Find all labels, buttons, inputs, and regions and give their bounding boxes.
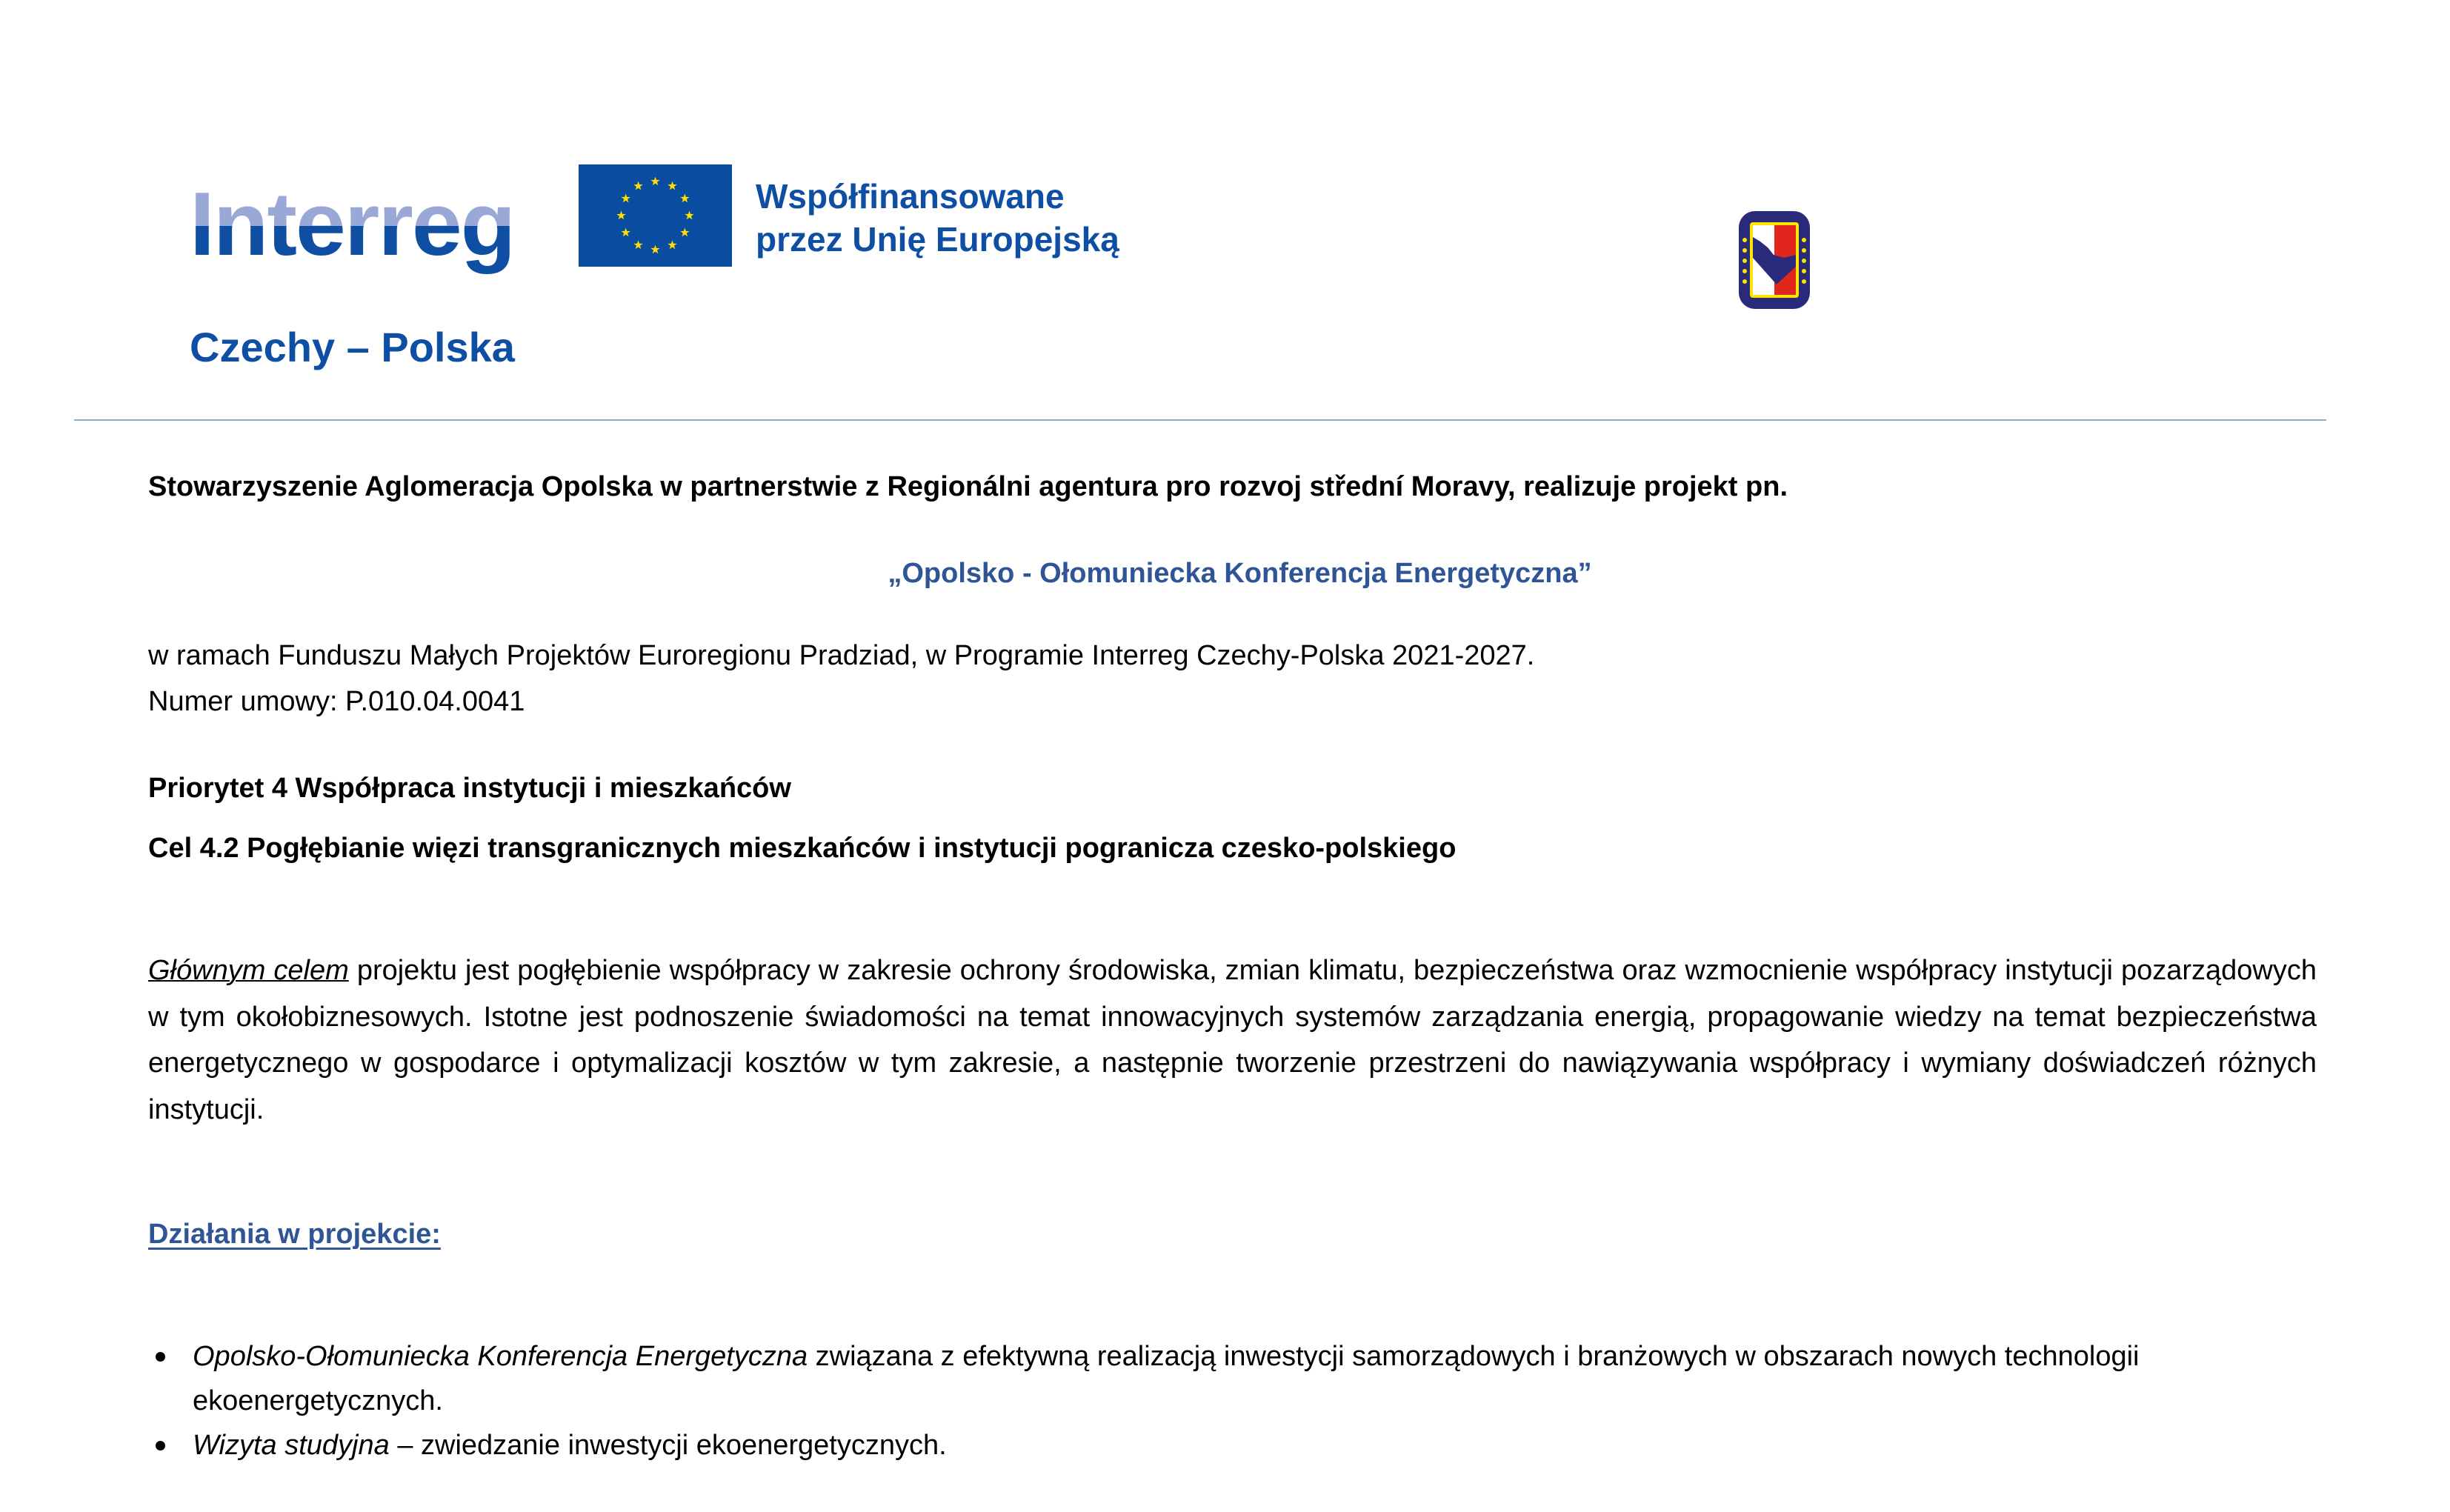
list-item xyxy=(148,1334,2317,1423)
fund-line: w ramach Funduszu Małych Projektów Euroregionu Pradziad, w Programie Interreg Czechy-Polska 2021-2027. xyxy=(148,640,1535,671)
eu-star-icon xyxy=(680,194,689,203)
cofinanced-label xyxy=(756,175,1119,261)
eu-star-icon xyxy=(621,228,630,237)
program-region: Czechy – Polska xyxy=(190,324,515,370)
priority-heading: Priorytet 4 Współpraca instytucji i mieszkańców xyxy=(148,773,791,804)
eu-star-icon xyxy=(650,177,659,186)
actions-list xyxy=(148,1334,2317,1468)
eu-star-icon xyxy=(685,211,693,220)
action-text: – zwiedzanie inwestycji ekoenergetycznych. xyxy=(389,1430,947,1461)
actions-heading[interactable]: Działania w projekcie: xyxy=(148,1219,441,1250)
euroregion-emblem-icon xyxy=(1738,210,1811,310)
eu-star-icon xyxy=(633,240,642,249)
eu-flag-icon xyxy=(579,164,732,267)
main-goal-label: Głównym celem xyxy=(148,955,349,986)
cofinanced-line-1: Współfinansowane xyxy=(756,177,1065,216)
interreg-logo: Interreg xyxy=(190,173,515,274)
action-text: związana z efektywną realizacją inwestycji samorządowych i branżowych w obszarach nowych technologii ekoenergetycznych. xyxy=(193,1341,2140,1416)
action-title: Wizyta studyjna xyxy=(193,1430,390,1461)
eu-star-icon xyxy=(616,211,625,220)
eu-star-icon xyxy=(668,181,676,190)
eu-star-icon xyxy=(650,245,659,254)
main-goal-paragraph xyxy=(148,948,2317,1133)
cofinanced-line-2: przez Unię Europejską xyxy=(756,220,1119,259)
main-goal-text: projektu jest pogłębienie współpracy w zakresie ochrony środowiska, zmian klimatu, bezpieczeństwa oraz wzmocnienie współpracy instytucji pozarządowych w tym okołobiznesowych. Istotne jest podnoszenie świadomości na temat innowacyjnych systemów zarządzania energią, propagowanie wiedzy na temat bezpieczeństwa energetycznego w gospodarce i optymalizacji kosztów w tym zakresie, a następnie tworzenie przestrzeni do nawiązywania współpracy i wymiany doświadczeń różnych instytucji. xyxy=(148,955,2317,1125)
bullet-icon xyxy=(156,1352,165,1362)
eu-star-icon xyxy=(621,194,630,203)
eu-star-icon xyxy=(668,240,676,249)
list-item xyxy=(148,1423,2317,1468)
bullet-icon xyxy=(156,1441,165,1451)
action-title: Opolsko-Ołomuniecka Konferencja Energetyczna xyxy=(193,1341,808,1372)
goal-heading: Cel 4.2 Pogłębianie więzi transgranicznych mieszkańców i instytucji pogranicza czesko-polskiego xyxy=(148,833,1457,864)
eu-star-icon xyxy=(680,228,689,237)
eu-star-icon xyxy=(633,181,642,190)
project-title[interactable]: „Opolsko - Ołomuniecka Konferencja Energetyczna” xyxy=(888,558,1592,589)
contract-number: Numer umowy: P.010.04.0041 xyxy=(148,686,525,717)
intro-text: Stowarzyszenie Aglomeracja Opolska w partnerstwie z Regionálni agentura pro rozvoj střední Moravy, realizuje projekt pn. xyxy=(148,471,1788,502)
header-divider xyxy=(74,419,2326,421)
project-title-link[interactable] xyxy=(0,550,2450,596)
